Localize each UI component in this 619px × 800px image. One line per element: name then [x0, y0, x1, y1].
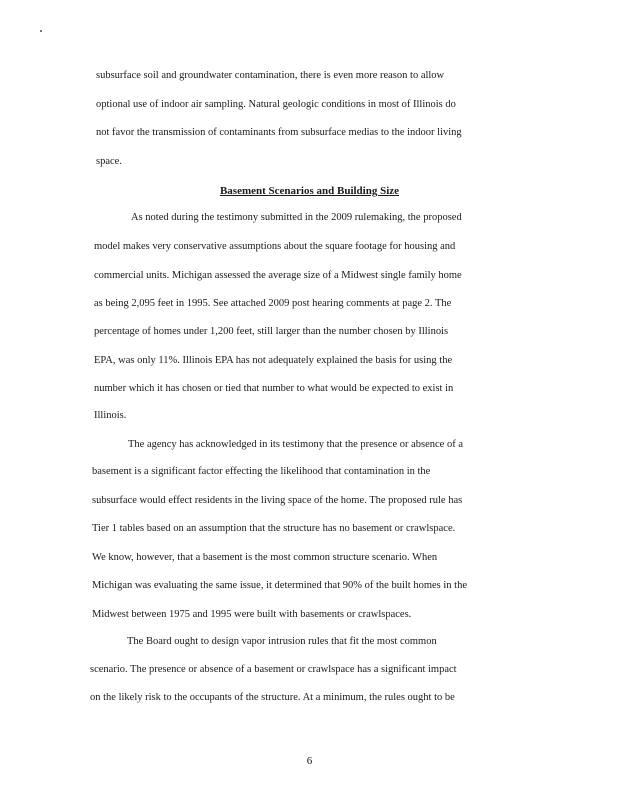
text-line: space. [96, 156, 122, 167]
text-line: As noted during the testimony submitted in the 2009 rulemaking, the proposed [131, 212, 462, 223]
page-number: 6 [306, 755, 313, 767]
text-line: We know, however, that a basement is the most common structure scenario. When [92, 552, 438, 563]
text-line: Illinois. [94, 410, 127, 421]
text-line: number which it has chosen or tied that number to what would be expected to exist in [94, 383, 454, 394]
text-line: commercial units. Michigan assessed the average size of a Midwest single family home [94, 270, 462, 281]
text-line: basement is a significant factor effecting the likelihood that contamination in the [92, 466, 431, 477]
text-line: The agency has acknowledged in its testimony that the presence or absence of a [128, 439, 464, 450]
text-line: Tier 1 tables based on an assumption that the structure has no basement or crawlspace. [92, 523, 456, 534]
text-line: EPA, was only 11%. Illinois EPA has not adequately explained the basis for using the [94, 355, 453, 366]
text-line: Midwest between 1975 and 1995 were built with basements or crawlspaces. [92, 609, 412, 620]
text-line: The Board ought to design vapor intrusion rules that fit the most common [127, 636, 437, 647]
text-line: scenario. The presence or absence of a basement or crawlspace has a significant impact [90, 664, 457, 675]
scan-speck [40, 30, 42, 32]
text-line: model makes very conservative assumptions about the square footage for housing and [94, 241, 456, 252]
text-line: Michigan was evaluating the same issue, it determined that 90% of the built homes in the [92, 580, 467, 591]
text-line: subsurface would effect residents in the living space of the home. The proposed rule has [92, 495, 463, 506]
text-line: subsurface soil and groundwater contamination, there is even more reason to allow [96, 70, 445, 81]
text-line: percentage of homes under 1,200 feet, still larger than the number chosen by Illinois [94, 326, 449, 337]
text-line: as being 2,095 feet in 1995. See attached 2009 post hearing comments at page 2. The [94, 298, 452, 309]
text-line: on the likely risk to the occupants of the structure. At a minimum, the rules ought to be [90, 692, 455, 703]
text-line: not favor the transmission of contaminants from subsurface medias to the indoor living [96, 127, 462, 138]
text-line: optional use of indoor air sampling. Natural geologic conditions in most of Illinois do [96, 99, 456, 110]
section-heading: Basement Scenarios and Building Size [219, 185, 400, 197]
